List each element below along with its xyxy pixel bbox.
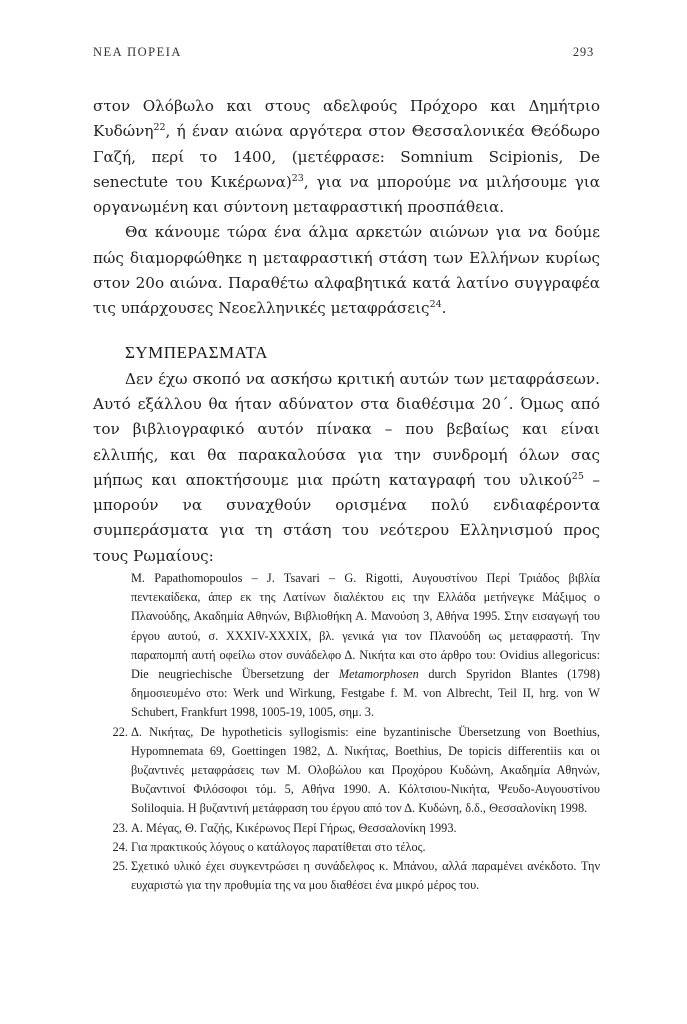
page-number: 293 xyxy=(572,45,594,59)
paragraph-3-text-b: – μπορούν να συναχθούν ορισμένα πολύ ενδιαφέροντα συμπεράσματα για τη στάση του νεότερου Ελληνισμού προς τους Ρωμαίους: xyxy=(93,470,601,565)
footnote-ref-25: 25 xyxy=(571,470,584,482)
footnote-number: 24. xyxy=(112,839,128,854)
footnote-23 xyxy=(104,819,600,838)
footnote-22 xyxy=(104,723,600,819)
footnote-continuation-italic: Metamorphosen xyxy=(338,667,419,682)
page-header xyxy=(93,45,594,73)
footnote-text: Σχετικό υλικό έχει συγκεντρώσει η συνάδελφος κ. Μπάνου, αλλά παραμένει ανέκδοτο. Την ευχαριστώ για την προθυμία της να μου διαθέσει ένα μικρό μέρος του. xyxy=(131,859,600,893)
paragraph-1-text-b: , ή έναν αιώνα αργότερα στον Θεσσαλονικέα Θεόδωρο Γαζή, περί το 1400, (μετέφρασε: Somnium Scipionis, De senectute του Κικέρωνα) xyxy=(93,122,600,191)
footnote-continuation-text-a: M. Papathomopoulos – J. Tsavari – G. Rigotti, Αυγουστίνου Περί Τριάδος βιβλία πεντεκαίδεκα, άπερ εκ της Λατίνων διαλέκτου εις την Ελλάδα μετήνεγκε Μάξιμος ο Πλανούδης, Ακαδημία Αθηνών, Βιβλιοθήκη Α. Μανούση 3, Αθήνα 1995. Στην εισαγωγή του έργου αυτού, σ. XXXIV-XXXIX, βλ. γενικά για τον Πλανούδη ως μεταφραστή. Την παραπομπή αυτή οφείλω στον συνάδελφο Δ. Νικήτα και στο άρθρο του: Ovidius allegoricus: Die neugriechische Übersetzung der xyxy=(131,571,600,682)
footnote-text: Δ. Νικήτας, De hypotheticis syllogismis: eine byzantinische Übersetzung von Boethius, Hypomnemata 69, Goettingen 1982, Δ. Νικήτας, Boethius, De topicis differentiis και οι βυζαντινές μεταφράσεις των Μ. Ολοβώλου και Προχόρου Κυδώνη, Ακαδημία Αθηνών, Βυζαντινοί Φιλόσοφοι τόμ. 5, Αθήνα 1990. Α. Κόλτσιου-Νικήτα, Ψευδο-Αυγουστίνου Soliloquia. Η βυζαντινή μετάφραση του έργου από τον Δ. Κυδώνη, δ.δ., Θεσσαλονίκη 1998. xyxy=(131,724,600,816)
running-head: ΝΕΑ ΠΟΡΕΙΑ xyxy=(93,45,182,59)
section-heading: ΣΥΜΠΕΡΑΣΜΑΤΑ xyxy=(125,342,268,362)
footnote-continuation xyxy=(104,569,600,723)
footnote-ref-23: 23 xyxy=(291,172,304,184)
main-text xyxy=(93,94,600,569)
footnotes xyxy=(104,569,600,895)
footnote-number: 25. xyxy=(112,859,128,874)
paragraph-2-text-a: Θα κάνουμε τώρα ένα άλμα αρκετών αιώνων για να δούμε πώς διαμορφώθηκε η μεταφραστική στάση των Ελλήνων κυρίως στον 20ο αιώνα. Παραθέτω αλφαβητικά κατά λατίνο συγγραφέα τις υπάρχουσες Νεοελληνικές μεταφράσεις xyxy=(93,223,600,318)
footnote-continuation-text-b: durch Spyridon Blantes (1798) δημοσιευμένο στο: Werk und Wirkung, Festgabe f. M. von Albrecht, Teil II, hrg. von W Schubert, Frankfurt 1998, 1005-19, 1005, σημ. 3. xyxy=(131,667,600,720)
footnote-number: 22. xyxy=(112,724,128,739)
footnote-ref-22: 22 xyxy=(153,122,166,134)
footnote-text: Για πρακτικούς λόγους ο κατάλογος παρατίθεται στο τέλος. xyxy=(131,839,426,854)
footnote-24 xyxy=(104,838,600,857)
paragraph-2-text-b: . xyxy=(441,299,447,318)
paragraph-1 xyxy=(93,94,600,220)
paragraph-1-text-c: , για να μπορούμε να μιλήσουμε για οργανωμένη και σύντονη μεταφραστική προσπάθεια. xyxy=(93,172,600,217)
paragraph-2 xyxy=(93,220,600,321)
paragraph-3 xyxy=(93,367,600,569)
footnote-ref-24: 24 xyxy=(429,299,442,311)
footnote-25 xyxy=(104,857,600,895)
paragraph-3-text-a: Δεν έχω σκοπό να ασκήσω κριτική αυτών των μεταφράσεων. Αυτό εξάλλου θα ήταν αδύνατον στα διαθέσιμα 20΄. Όμως από τον βιβλιογραφικό αυτόν πίνακα – που βεβαίως και είναι ελλιπής, και θα παρακαλούσα για την συνδρομή όλων σας μήπως και αποκτήσουμε μια πρώτη καταγραφή του υλικού xyxy=(93,369,600,489)
footnote-number: 23. xyxy=(112,820,128,835)
paragraph-1-text-a: στον Ολόβωλο και στους αδελφούς Πρόχορο και Δημήτριο Κυδώνη xyxy=(93,97,600,141)
footnote-text: Α. Μέγας, Θ. Γαζής, Κικέρωνος Περί Γήρως, Θεσσαλονίκη 1993. xyxy=(131,820,457,835)
